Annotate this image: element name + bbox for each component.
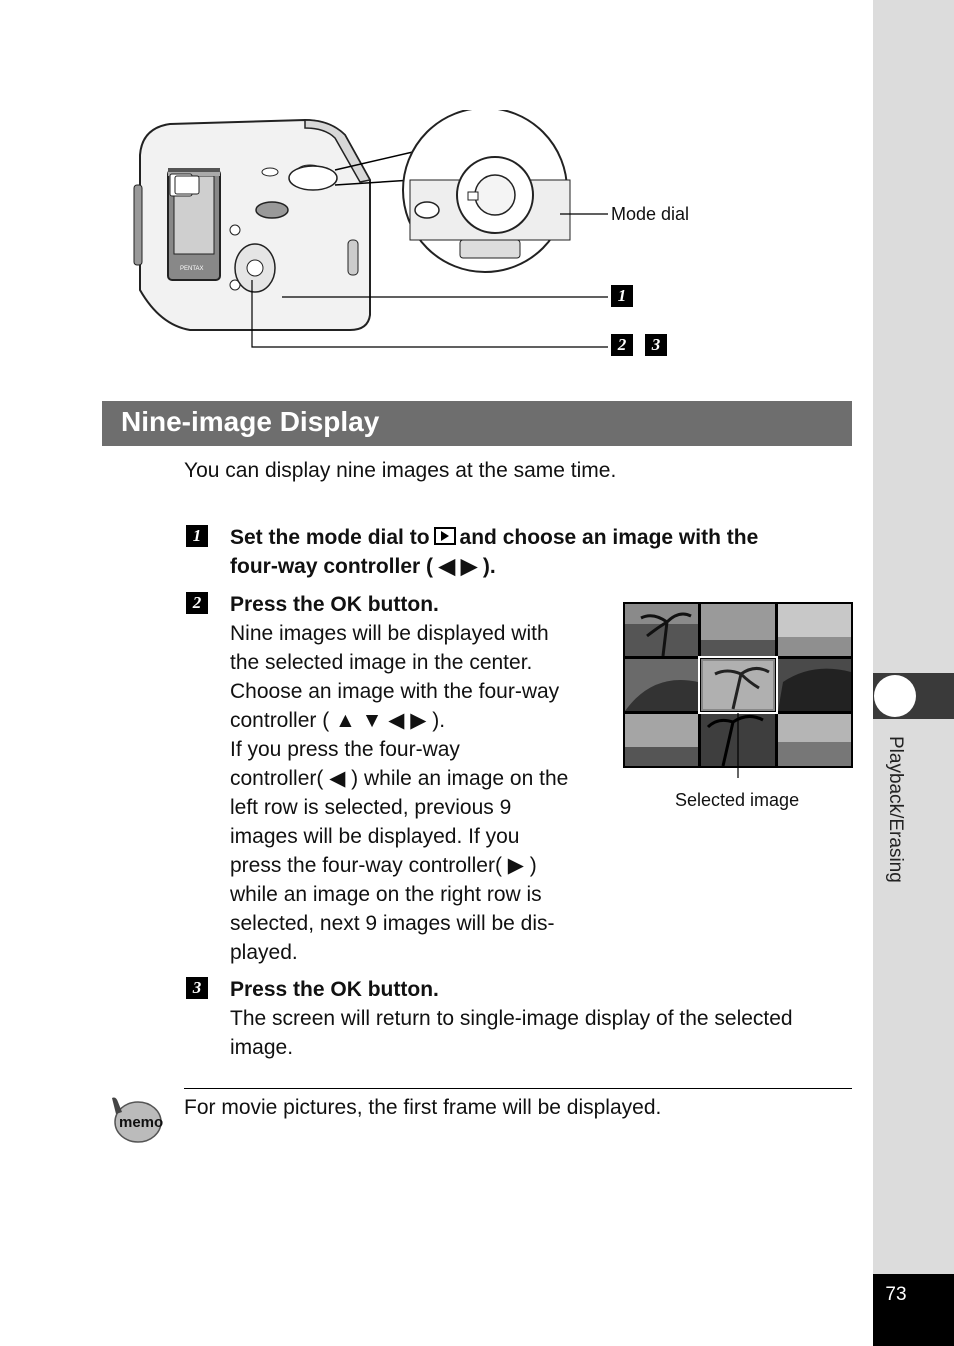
step-3-text: [230, 975, 855, 1062]
step-3-line: image.: [230, 1036, 294, 1059]
callout-1-badge: 1: [611, 285, 633, 307]
step-2-line: controller( ◀ ) while an image on the: [230, 767, 569, 790]
memo-text: For movie pictures, the first frame will be displayed.: [184, 1096, 662, 1119]
camera-brand-label: PENTAX: [180, 266, 204, 272]
step-1-text: [230, 523, 850, 581]
step-2-line: Choose an image with the four-way: [230, 680, 560, 703]
step-3-title: Press the OK button.: [230, 978, 439, 1001]
playback-mode-icon: [434, 527, 456, 545]
selected-image-caption: Selected image: [675, 790, 800, 810]
chapter-label-text: Playback/Erasing: [885, 736, 906, 883]
step-1-line1-pre: Set the mode dial to: [230, 526, 430, 549]
chapter-tab-circle: [874, 675, 916, 717]
step-2-line: images will be displayed. If you: [230, 825, 520, 848]
memo-icon-text: memo: [119, 1114, 164, 1131]
mode-dial-small: [289, 166, 337, 190]
step-2-line: If you press the four-way: [230, 738, 460, 761]
step-3-line: The screen will return to single-image display of the selected: [230, 1007, 793, 1030]
step-3-number: 3: [186, 977, 208, 999]
intro-text: You can display nine images at the same time.: [184, 459, 617, 482]
step-2-text: [230, 590, 610, 967]
step-2-line: the selected image in the center.: [230, 651, 533, 674]
step-2-line: press the four-way controller( ▶ ): [230, 854, 537, 877]
step-1-line2: four-way controller ( ◀ ▶ ).: [230, 555, 496, 578]
section-title: Nine-image Display: [121, 406, 380, 437]
callout-2-badge: 2: [611, 334, 633, 356]
step-1-number: 1: [186, 525, 208, 547]
step-2-title: Press the OK button.: [230, 593, 439, 616]
callout-3-badge: 3: [645, 334, 667, 356]
mode-dial-label: Mode dial: [611, 204, 690, 224]
camera-illustration: [130, 110, 610, 360]
memo-rule: [184, 1088, 852, 1089]
step-2-line: played.: [230, 941, 298, 964]
step-2-line: controller ( ▲ ▼ ◀ ▶ ).: [230, 709, 446, 732]
chapter-label: [872, 736, 922, 936]
nine-image-grid: [623, 602, 853, 782]
step-2-line: while an image on the right row is: [230, 883, 542, 906]
step-1-line1-post: and choose an image with the: [459, 526, 759, 549]
page-number: 73: [885, 1284, 907, 1305]
step-2-line: Nine images will be displayed with: [230, 622, 549, 645]
step-2-line: selected, next 9 images will be dis-: [230, 912, 555, 935]
step-2-line: left row is selected, previous 9: [230, 796, 512, 819]
memo-icon: [106, 1094, 164, 1146]
step-2-number: 2: [186, 592, 208, 614]
